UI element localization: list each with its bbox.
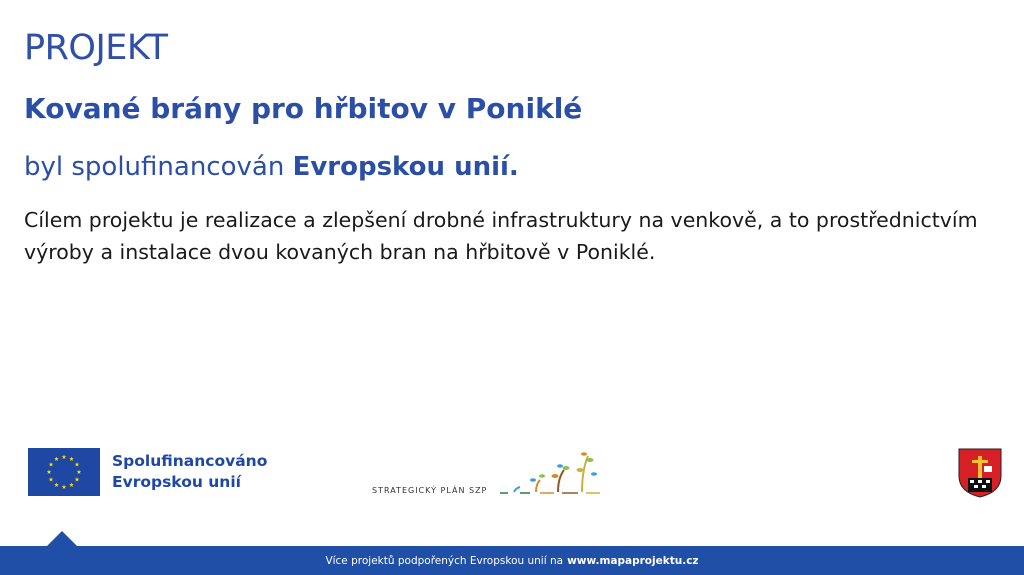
cofinanced-prefix: byl spolufinancován — [24, 152, 285, 182]
eu-star — [69, 457, 74, 461]
municipality-coat-of-arms-icon — [958, 448, 1002, 498]
cofinanced-statement — [24, 152, 519, 182]
eu-star — [54, 457, 59, 461]
eu-star — [62, 455, 67, 459]
eu-star — [77, 470, 82, 474]
eu-star — [49, 462, 54, 466]
szp-logo-label: STRATEGICKÝ PLÁN SZP — [372, 486, 488, 495]
footer-link[interactable]: www.mapaprojektu.cz — [567, 554, 699, 567]
footer-bar — [0, 546, 1024, 575]
project-title: Kované brány pro hřbitov v Poniklé — [24, 92, 583, 125]
eu-star — [47, 470, 52, 474]
footer-notch — [47, 531, 77, 546]
page-label: PROJEKT — [24, 28, 168, 68]
szp-sprouts-icon — [500, 446, 608, 500]
eu-star — [69, 483, 74, 487]
eu-star — [62, 485, 67, 489]
eu-star — [49, 477, 54, 481]
eu-logo-text — [112, 451, 267, 493]
eu-flag-icon — [28, 448, 100, 496]
eu-logo — [28, 448, 267, 496]
cofinanced-eu: Evropskou unií. — [292, 152, 519, 182]
szp-logo — [372, 446, 608, 502]
project-description: Cílem projektu je realizace a zlepšení drobné infrastruktury na venkově, a to prostřednictvím výroby a instalace dvou kovaných bran na hřbitově v Poniklé. — [24, 208, 978, 264]
eu-star — [54, 483, 59, 487]
eu-star — [75, 477, 80, 481]
eu-logo-line2: Evropskou unií — [112, 473, 241, 491]
eu-star — [75, 462, 80, 466]
eu-logo-line1: Spolufinancováno — [112, 452, 268, 470]
footer-text: Více projektů podpořených Evropskou unií na — [325, 554, 564, 567]
